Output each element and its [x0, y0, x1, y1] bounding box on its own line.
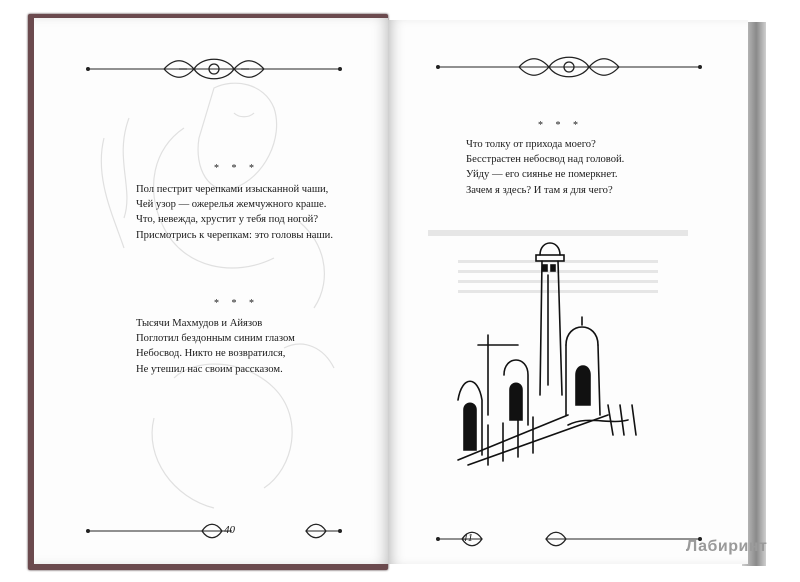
- show-through-figure-left: [34, 18, 388, 564]
- bottom-ornament-right: [434, 528, 704, 550]
- left-page: [34, 18, 388, 564]
- stars-divider: * * *: [214, 298, 259, 309]
- poem-line: Не утешил нас своим рассказом.: [136, 363, 283, 375]
- minaret-illustration: [448, 225, 648, 475]
- poem-line: Присмотрись к черепкам: это головы наши.: [136, 229, 333, 241]
- poem-line: Что толку от прихода моего?: [466, 139, 596, 150]
- poem-line: Уйду — его сиянье не померкнет.: [466, 169, 618, 181]
- poem-line: Пол пестрит черепками изысканной чаши,: [136, 184, 329, 195]
- poem-line: Поглотил бездонным синим глазом: [136, 333, 295, 345]
- watermark-logo: Лабиринт: [686, 538, 768, 555]
- stars-divider: * * *: [538, 120, 583, 131]
- poem-line: Зачем я здесь? И там я для чего?: [466, 184, 613, 196]
- stars-divider: * * *: [214, 163, 259, 174]
- poem-line: Тысячи Махмудов и Айязов: [136, 318, 263, 329]
- poem-line: Что, невежда, хрустит у тебя под ногой?: [136, 214, 319, 226]
- right-page: [388, 20, 748, 564]
- poem-line: Чей узор — ожерелья жемчужного краше.: [136, 199, 327, 211]
- poem-line: Небосвод. Никто не возвратился,: [136, 348, 286, 360]
- poem-block: [136, 316, 295, 377]
- poem-block: [466, 137, 624, 198]
- top-ornament-right: [434, 54, 704, 80]
- poem-line: Бесстрастен небосвод над головой.: [466, 154, 625, 166]
- bottom-ornament-left: [84, 520, 344, 542]
- page-number: 40: [224, 524, 235, 536]
- top-ornament-left: [84, 56, 344, 82]
- poem-block: [136, 182, 333, 243]
- page-number: 41: [462, 532, 473, 544]
